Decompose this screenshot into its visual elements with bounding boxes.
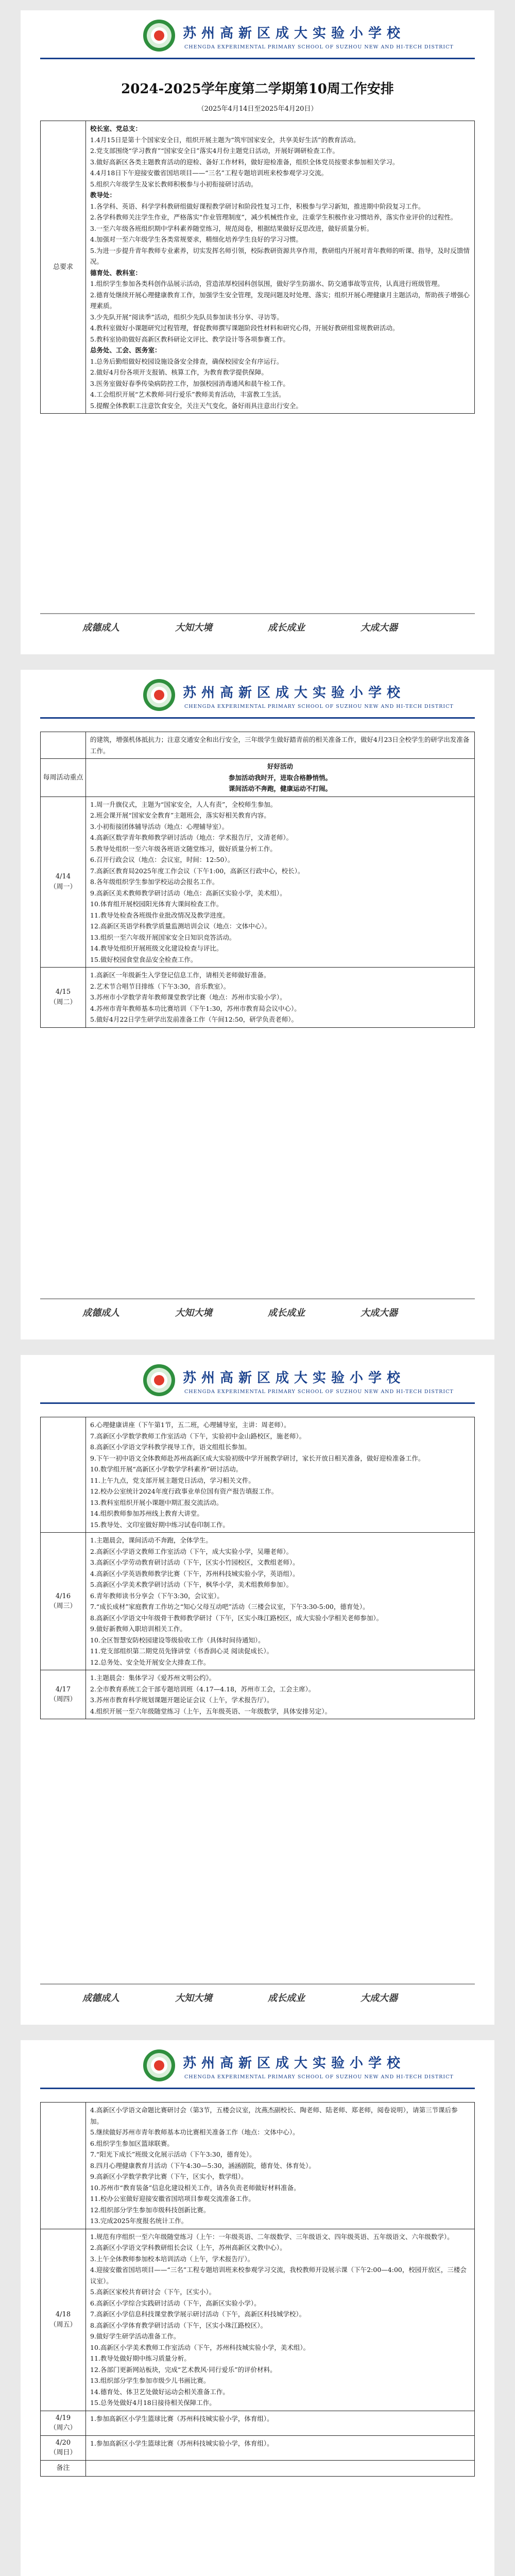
footer-motto: 成长成业 xyxy=(268,1308,305,1318)
page-header xyxy=(21,675,494,724)
list-item: 5.教科室协助做好高新区教科研论文评比、教学设计等各项参赛工作。 xyxy=(90,335,289,343)
row-content xyxy=(86,759,474,796)
list-item: 2.高新区小学语文学科教研组长会议（上午，苏州高新区文教中心）。 xyxy=(90,2244,286,2251)
list-item: 9.高新区美术教师教学研讨活动（地点：高新区实验小学，美术组）。 xyxy=(90,889,286,897)
list-item: 15.总务处做好4月18日接待相关保障工作。 xyxy=(90,2399,216,2406)
list-item: 12.校办公室统计2024年度行政事业单位国有资产报告填报工作。 xyxy=(90,1487,278,1495)
list-item: 1.规范有序组织一至六年级随堂练习（上午：一年级英语、二年级数学、三年级语文、四年级英语、五年级语文、六年级数学）。 xyxy=(90,2232,454,2241)
list-item: 2.高新区小学语文教师工作室活动（下午，成大实验小学，吴珊老师）。 xyxy=(90,1547,293,1555)
list-item: 4.高新区小学语文命题比赛研讨会（第3节，五楼会议室，沈燕杰副校长、陶老师、陆老师、郑老师，阅卷说明），请第三节课后参加。 xyxy=(90,2106,458,2125)
table-row xyxy=(41,121,474,413)
list-item: 11.校办公室做好迎接安徽省国培项目参观交流准备工作。 xyxy=(90,2195,255,2202)
list-item: 4.苏州市青年教师基本功比赛培训（下午1:30，苏州市教育局会议中心）。 xyxy=(90,1004,301,1012)
list-item: 3.苏州市小学数学青年教师课堂教学比赛（地点：苏州市实验小学）。 xyxy=(90,993,286,1001)
day-label xyxy=(41,1533,86,1670)
list-item: 14.教导处组织开展班级文化建设检查与评比。 xyxy=(90,944,223,952)
row-content xyxy=(86,1417,474,1532)
list-item: 4.工会组织开展“艺术教师·同行爱乐”教师美育活动，丰富教工生活。 xyxy=(90,391,285,398)
list-item: 5.组织六年级学生及家长教师积极参与小初衔接研讨活动。 xyxy=(90,180,258,188)
list-item: 校长室、党总支： xyxy=(90,125,142,132)
list-item: 11.上午九点，党支部开展主题党日活动，学习相关文件。 xyxy=(90,1476,255,1484)
list-item: 13.完成2025年度报名统计工作。 xyxy=(90,2217,188,2225)
list-item: 7.高新区小学信息科技课堂教学展示研讨活动（下午，高新区科技城学校）。 xyxy=(90,2310,306,2318)
day-label xyxy=(41,2411,86,2435)
school-name: 苏州高新区成大实验小学校 xyxy=(183,26,406,41)
footer-motto: 大知大境 xyxy=(175,1308,212,1318)
page-header xyxy=(21,2045,494,2094)
list-item: 3.少先队开展“阅读季”活动，组织少先队员参加读书分享、寻访等。 xyxy=(90,313,283,321)
footer-motto: 大成大器 xyxy=(360,622,398,633)
list-item: 的建筑，增强机体抵抗力；注意交通安全和出行安全，三年级学生做好踏青前的相关准备工作，做好4月23日全校学生的研学出发准备工作。 xyxy=(90,736,470,755)
list-item: 6.召开行政会议（地点：会议室，时间：12:50）。 xyxy=(90,856,234,863)
school-name: 苏州高新区成大实验小学校 xyxy=(183,685,406,701)
table-row xyxy=(41,967,474,1027)
header-divider xyxy=(40,717,475,719)
list-item: 11.教导处做好期中练习质量分析。 xyxy=(90,2354,191,2362)
list-item: 2.艺术节合唱节目排练（下午3:30，音乐教室）。 xyxy=(90,982,230,990)
header-divider xyxy=(40,58,475,59)
list-item: 7.高新区教育局2025年度工作会议（下午1:00，高新区行政中心，校长）。 xyxy=(90,867,304,875)
page-header xyxy=(21,15,494,64)
table-row xyxy=(41,1532,474,1670)
page-4 xyxy=(21,2040,494,2576)
list-item: 8.高新区小学语文中年级骨干教师教学研讨（下午，区实小珠江路校区，成大实验小学相关老师参加）。 xyxy=(90,1614,383,1622)
table-row xyxy=(41,2460,474,2476)
school-name-en: CHENGDA EXPERIMENTAL PRIMARY SCHOOL OF SUZHOU NEW AND HI-TECH DISTRICT xyxy=(184,2074,454,2080)
list-item: 2.党支部围绕“学习教育”“国家安全日”落实4月份主题党日活动，开展好调研检查工作。 xyxy=(90,147,339,155)
footer-motto: 大成大器 xyxy=(360,1993,398,2004)
table-row xyxy=(41,2103,474,2229)
day-date: 4/19 xyxy=(55,2414,71,2422)
day-date: 4/20 xyxy=(55,2438,71,2447)
list-item: 1.周一升旗仪式，主题为“国家安全，人人有责”，全校师生参加。 xyxy=(90,800,277,808)
table-row xyxy=(41,2435,474,2460)
list-item: 13.组织部分学生参加市级少儿书画比赛。 xyxy=(90,2377,210,2384)
list-item: 3.苏州市教育科学规划课题开题论证会议（上午，学术报告厅）。 xyxy=(90,1696,273,1704)
list-item: 6.组织学生参加区篮球联赛。 xyxy=(90,2139,174,2147)
list-item: 3.医务室做好春季传染病防控工作，加强校园消毒通风和晨午检工作。 xyxy=(90,379,289,387)
day-weekday: （周六） xyxy=(49,2424,77,2432)
list-item: 5.做好4月22日学生研学出发前准备工作（午间12:50，研学负责老师）。 xyxy=(90,1015,298,1023)
footer-motto: 成德成人 xyxy=(82,1308,119,1318)
day-date: 4/15 xyxy=(55,988,71,996)
list-item: 6.青年教师读书分享会（下午3:30，会议室）。 xyxy=(90,1591,224,1600)
page-footer xyxy=(21,1298,494,1334)
list-item: 5.提醒全体教职工注意饮食安全，关注天气变化，备好雨具注意出行安全。 xyxy=(90,401,302,410)
row-label: 每周活动重点 xyxy=(41,759,86,796)
row-label: 备注 xyxy=(41,2461,86,2476)
table-row xyxy=(41,2411,474,2435)
list-item: 1.4月15日是第十个国家安全日，组织开展主题为“筑牢国家安全，共享美好生活”的教育活动。 xyxy=(90,135,360,144)
list-item: 5.教导处组织一至六年级各班语文随堂练习，做好质量分析工作。 xyxy=(90,844,277,853)
list-item: 13.教科室组织开展小课题中期汇报交流活动。 xyxy=(90,1498,223,1506)
footer-motto: 大知大境 xyxy=(175,1993,212,2004)
footer-motto: 成德成人 xyxy=(82,622,119,633)
school-name-en: CHENGDA EXPERIMENTAL PRIMARY SCHOOL OF SUZHOU NEW AND HI-TECH DISTRICT xyxy=(184,1389,454,1395)
list-item: 6.高新区小学综合实践研讨活动（下午，高新区实验小学）。 xyxy=(90,2299,261,2307)
list-item: 2.各学科教师关注学生作业，严格落实“作业管理制度”，减少机械性作业，注重学生积极作业习惯培养，落实作业评价的过程性。 xyxy=(90,213,457,221)
row-label xyxy=(41,732,86,758)
row-content xyxy=(86,2461,474,2476)
list-item: 7.“成长成材”家庭教育工作坊之“知心父母互动吧”活动（三楼会议室，下午3:30-5:00，德育处）。 xyxy=(90,1603,369,1611)
day-date: 4/16 xyxy=(55,1592,71,1600)
list-item: 课间活动不奔跑，健康运动不打闹。 xyxy=(228,785,332,792)
school-name-en: CHENGDA EXPERIMENTAL PRIMARY SCHOOL OF SUZHOU NEW AND HI-TECH DISTRICT xyxy=(184,704,454,709)
row-content xyxy=(86,2103,474,2229)
list-item: 5.高新区家校共育研讨会（下午，区实小）。 xyxy=(90,2288,216,2296)
list-item: 1.各学科、英语、科学学科教研组做好课程教学研讨和阶段性复习工作，积极参与学习新知，推进期中阶段复习工作。 xyxy=(90,202,425,210)
list-item: 12.各部门更新网站板块，完成“艺术教风·同行爱乐”的评价材料。 xyxy=(90,2365,277,2374)
list-item: 1.参加高新区小学生篮球比赛（苏州科技城实验小学，体育组）。 xyxy=(90,2414,273,2422)
school-name-en: CHENGDA EXPERIMENTAL PRIMARY SCHOOL OF SUZHOU NEW AND HI-TECH DISTRICT xyxy=(184,44,454,50)
row-content xyxy=(86,1533,474,1670)
page-footer xyxy=(21,1984,494,2020)
list-item: 11.党支部组织第二期党员先锋讲堂（书香润心灵 阅读促成长）。 xyxy=(90,1647,273,1655)
list-item: 12.组织部分学生参加市级科技创新比赛。 xyxy=(90,2206,210,2214)
list-item: 10.体育组开展校园阳光体育大课间检查工作。 xyxy=(90,900,223,908)
day-label xyxy=(41,2229,86,2411)
footer-divider xyxy=(40,613,475,614)
footer-motto: 成长成业 xyxy=(268,622,305,633)
list-item: 好好活动 xyxy=(267,762,293,770)
list-item: 10.数学组开展“高新区小学数学学科素养”研讨活动。 xyxy=(90,1465,243,1473)
list-item: 4.组织开展一至六年级随堂练习（上午，五年级英语、一年级数学，具体安排另定）。 xyxy=(90,1707,332,1715)
list-item: 8.高新区小学语文学科教学视导工作，语文组组长参加。 xyxy=(90,1443,251,1451)
list-item: 10.全区智慧安防校园建设等级验收工作（具体时间待通知）。 xyxy=(90,1636,265,1644)
day-label xyxy=(41,797,86,968)
list-item: 13.组织一至六年级开展国家安全日知识竞答活动。 xyxy=(90,933,236,941)
table-row xyxy=(41,1417,474,1532)
list-item: 4.高新区小学英语教师教学比赛（下午，苏州科技城实验小学，英语组）。 xyxy=(90,1569,299,1578)
day-date: 4/14 xyxy=(55,873,71,881)
schedule-table xyxy=(40,121,475,414)
list-item: 6.心理健康讲座（下午第1节，五二班，心理辅导室，主讲：周老师）。 xyxy=(90,1421,290,1429)
list-item: 15.教导处、文印室做好期中练习试卷印制工作。 xyxy=(90,1520,229,1529)
list-item: 8.各年级组织学生参加学校运动会报名工作。 xyxy=(90,878,219,886)
footer-motto: 大成大器 xyxy=(360,1308,398,1318)
day-weekday: （周三） xyxy=(49,1602,77,1610)
list-item: 12.总务处、安全处开展安全大排查工作。 xyxy=(90,1658,210,1666)
list-item: 5.高新区小学美术教学研讨活动（下午，枫华小学，美术组教师参加）。 xyxy=(90,1581,293,1588)
list-item: 1.参加高新区小学生篮球比赛（苏州科技城实验小学，体育组）。 xyxy=(90,2439,273,2447)
list-item: 5.继续做好苏州市青年教师基本功比赛相关准备工作（地点：文体中心）。 xyxy=(90,2128,299,2136)
row-content xyxy=(86,2411,474,2435)
list-item: 7.高新区小学数学教师工作室活动（下午，实验初中金山路校区，施老师）。 xyxy=(90,1432,306,1440)
list-item: 4.高新区数学青年教师教学研讨活动（地点：学术报告厅，文清老师）。 xyxy=(90,834,293,841)
list-item: 1.主题晨会：集体学习《爱苏州文明公约》。 xyxy=(90,1674,216,1682)
day-weekday: （周二） xyxy=(49,998,77,1006)
list-item: 1.总务后勤组做好校园设施设备安全排查，确保校园安全有序运行。 xyxy=(90,357,283,365)
list-item: 15.做好校园食堂食品安全检查工作。 xyxy=(90,955,197,963)
day-label xyxy=(41,968,86,1027)
list-item: 3.做好高新区各类主题教育活动的迎检、备好工作材料，做好迎检准备，组织全体党员按要求参加相关学习。 xyxy=(90,158,399,166)
list-item: 8.高新区小学体育教学研讨活动（下午，区实小珠江路校区）。 xyxy=(90,2321,267,2329)
row-content xyxy=(86,121,474,413)
day-weekday: （周四） xyxy=(49,1696,77,1703)
school-logo-icon xyxy=(143,1364,175,1396)
school-logo-icon xyxy=(143,2049,175,2081)
list-item: 参加活动我时开，进取合格静悄悄。 xyxy=(228,773,332,782)
page-header xyxy=(21,1360,494,1409)
schedule-table xyxy=(40,1417,475,1719)
list-item: 1.高新区一年级新生入学登记信息工作，请相关老师做好准备。 xyxy=(90,971,270,979)
row-label: 总要求 xyxy=(41,121,86,413)
footer-motto: 成长成业 xyxy=(268,1993,305,2004)
table-row xyxy=(41,732,474,758)
list-item: 3.高新区小学劳动教育研讨活动（下午，区实小竹园校区，文教组老师）。 xyxy=(90,1558,299,1566)
page-3 xyxy=(21,1355,494,2025)
list-item: 10.高新区小学美术教师工作室活动（下午，苏州科技城实验小学，美术组）。 xyxy=(90,2343,310,2351)
row-content xyxy=(86,797,474,968)
row-content xyxy=(86,2229,474,2411)
row-label xyxy=(41,1417,86,1532)
list-item: 1.组织学生参加各类科创作品展示活动，营造浓厚校园科创氛围，做好学生防溺水、防交通事故等宣传，认真进行班级管理。 xyxy=(90,280,444,287)
header-divider xyxy=(40,1402,475,1404)
list-item: 14.组织教师参加苏州线上教育大讲堂。 xyxy=(90,1510,203,1517)
table-row xyxy=(41,796,474,968)
school-name: 苏州高新区成大实验小学校 xyxy=(183,2056,406,2071)
list-item: 12.高新区英语学科教学质量监测培训会议（地点：文体中心）。 xyxy=(90,922,271,930)
list-item: 9.做好学生研学活动准备工作。 xyxy=(90,2332,180,2340)
school-logo-icon xyxy=(143,20,175,52)
table-row xyxy=(41,2229,474,2411)
row-label xyxy=(41,2103,86,2229)
list-item: 4.教科室做好小课题研究过程管理，督促教师撰写课题阶段性材料和研究心得，开展好教研组常规教研活动。 xyxy=(90,324,399,332)
list-item: 2.德育处继续开展心理健康教育工作，加强学生安全管理，发现问题及时处理、落实；组织开展心理健康月主题活动，帮助孩子增强心理素质。 xyxy=(90,291,470,310)
header-divider xyxy=(40,2088,475,2089)
page-footer xyxy=(21,613,494,649)
list-item: 5.为进一步提升青年教师专业素养，切实发挥名师引领，校际教研资源共享作用，教研组内开展对青年教师的听课、指导，及时反馈情况。 xyxy=(90,246,470,265)
list-item: 3.小初衔接团体辅导活动（地点：心理辅导室）。 xyxy=(90,822,229,831)
list-item: 9.下午一初中语文全体教师赴苏州高新区成大实验初级中学开展教学研讨，家长开放日相关准备，做好迎检准备工作。 xyxy=(90,1454,425,1462)
day-weekday: （周一） xyxy=(49,883,77,891)
list-item: 14.德育处、体卫艺处做好运动会相关准备工作。 xyxy=(90,2387,229,2396)
day-weekday: （周五） xyxy=(49,2320,77,2329)
table-row xyxy=(41,1670,474,1719)
day-date: 4/17 xyxy=(55,1685,71,1693)
list-item: 11.教导处检查各班级作业批改情况及教学进度。 xyxy=(90,911,229,919)
list-item: 7.“阳光下成长”班级文化展示活动（下午3:30，德育处）。 xyxy=(90,2150,256,2158)
schedule-table xyxy=(40,732,475,1028)
row-content xyxy=(86,1670,474,1719)
list-item: 9.做好新教师入职培训相关工作。 xyxy=(90,1625,186,1633)
page-1 xyxy=(21,10,494,654)
list-item: 3.上午全体教师参加校本培训活动（上午，学术报告厅）。 xyxy=(90,2255,254,2263)
list-item: 2.做好4月份各项开支报销、核算工作，为教育教学提供保障。 xyxy=(90,368,268,376)
list-item: 9.高新区小学数学教学比赛（下午，区实小，数学组）。 xyxy=(90,2173,248,2180)
page-2 xyxy=(21,670,494,1340)
list-item: 10.苏州市“教育装备”信息化建设相关工作，请各负责老师做好材料准备。 xyxy=(90,2183,300,2192)
footer-divider xyxy=(40,1984,475,1985)
document-subtitle: （2025年4月14日至2025年4月20日） xyxy=(197,105,318,113)
day-label xyxy=(41,1670,86,1719)
list-item: 3.一至六年级各班组织期中学科素养随堂练习，规范阅卷，根据结果做好反思改进，做好质量分析。 xyxy=(90,224,373,232)
row-content xyxy=(86,2436,474,2460)
list-item: 1.主题晨会，课间活动不奔跑，全体学生。 xyxy=(90,1536,212,1544)
list-item: 8.四月心理健康教育月活动（下午4:30—5:30，涵涵剧院，德育处、体育处）。 xyxy=(90,2161,315,2170)
list-item: 2.班会课开展“国家安全教育”主题班会，落实好相关教育内容。 xyxy=(90,811,270,819)
school-logo-icon xyxy=(143,679,175,711)
schedule-table xyxy=(40,2102,475,2477)
school-name: 苏州高新区成大实验小学校 xyxy=(183,1370,406,1386)
list-item: 教导处： xyxy=(90,191,116,199)
list-item: 2.全市教育系统工会干部专题培训班（4.17—4.18，苏州市工会，工会主席）。 xyxy=(90,1685,315,1693)
footer-motto: 成德成人 xyxy=(82,1993,119,2004)
footer-divider xyxy=(40,1298,475,1299)
document-title: 2024-2025学年度第二学期第10周工作安排 xyxy=(121,81,394,97)
table-row xyxy=(41,758,474,796)
list-item: 德育处、教科室： xyxy=(90,268,142,277)
day-label xyxy=(41,2436,86,2460)
day-date: 4/18 xyxy=(55,2311,71,2318)
footer-motto: 大知大境 xyxy=(175,622,212,633)
row-content xyxy=(86,732,474,758)
day-weekday: （周日） xyxy=(49,2449,77,2456)
list-item: 4.迎接安徽省国培项目——“三名”工程专题培训班来校参观学习交流，我校教师开设展示课（下午2:00—4:00，校园开放区，三楼会议室）。 xyxy=(90,2266,467,2285)
list-item: 4.加强对一至六年级学生各类常规要求，精细化培养学生良好的学习习惯。 xyxy=(90,235,302,243)
list-item: 总务处、工会、医务室： xyxy=(90,346,161,354)
list-item: 4.4月18日下午迎接安徽省国培项目——“三名”工程专题培训班来校参观学习交流。 xyxy=(90,169,328,177)
row-content xyxy=(86,968,474,1027)
